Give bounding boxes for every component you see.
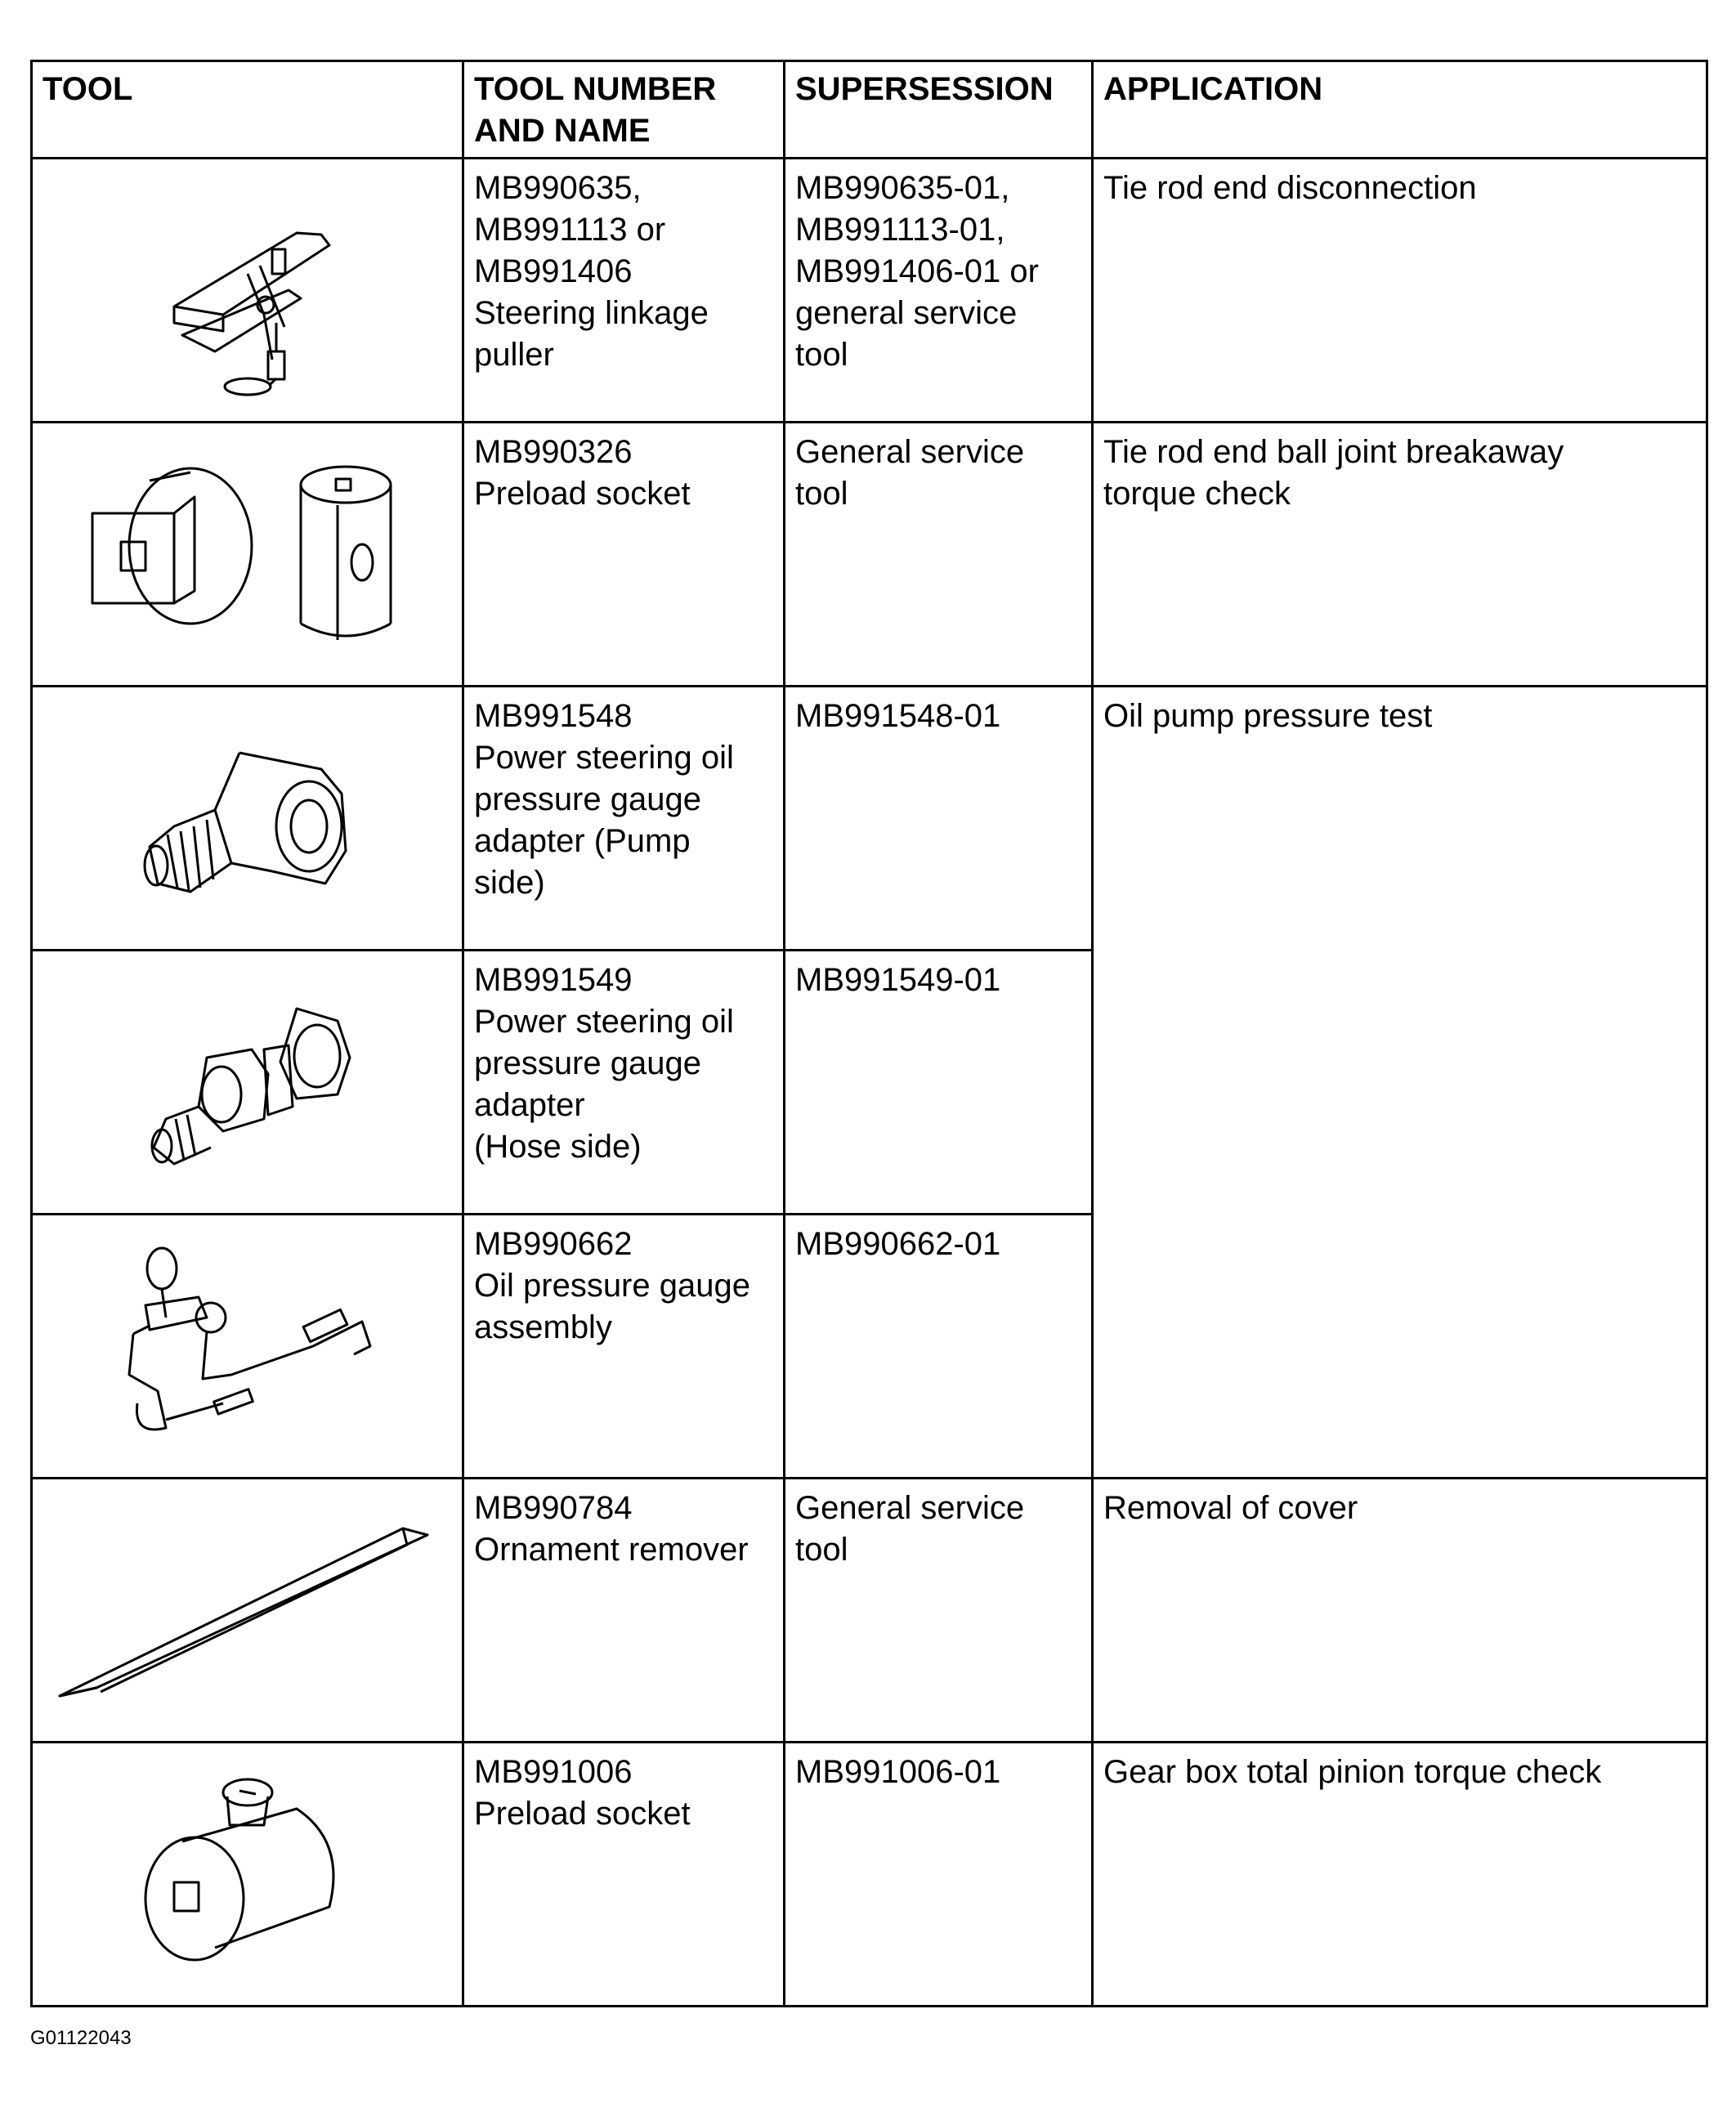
application: Tie rod end disconnection: [1093, 159, 1707, 423]
header-tool: TOOL: [32, 61, 463, 159]
tool-image-cell: [32, 1215, 463, 1479]
supersession: MB990662-01: [785, 1215, 1093, 1479]
application: Oil pump pressure test: [1093, 687, 1707, 1479]
tool-number-name: MB990326 Preload socket: [463, 423, 785, 687]
pump-side-adapter-icon: [117, 720, 378, 916]
special-tools-table: [30, 60, 1708, 2007]
table-row: [32, 423, 1707, 687]
tool-image-cell: [32, 423, 463, 687]
supersession: General service tool: [785, 423, 1093, 687]
application: Tie rod end ball joint breakaway torque check: [1093, 423, 1707, 687]
tool-image-cell: [32, 1743, 463, 2007]
hose-side-adapter-icon: [117, 984, 378, 1180]
tool-number-name: MB990662 Oil pressure gauge assembly: [463, 1215, 785, 1479]
tool-number-name: MB990784 Ornament remover: [463, 1479, 785, 1743]
tool-image-cell: [32, 951, 463, 1215]
supersession: MB991548-01: [785, 687, 1093, 951]
table-header-row: [32, 61, 1707, 159]
table-row: [32, 159, 1707, 423]
tool-image-cell: [32, 159, 463, 423]
pinion-preload-socket-icon: [117, 1768, 378, 1980]
header-tool-number: TOOL NUMBER AND NAME: [463, 61, 785, 159]
supersession: General service tool: [785, 1479, 1093, 1743]
steering-linkage-puller-icon: [125, 184, 370, 396]
tool-number-name: MB991549 Power steering oil pressure gauge adapter (Hose side): [463, 951, 785, 1215]
header-application: APPLICATION: [1093, 61, 1707, 159]
figure-code: G01122043: [30, 2027, 132, 2049]
table-row: [32, 687, 1707, 951]
tool-image-cell: [32, 687, 463, 951]
supersession: MB991549-01: [785, 951, 1093, 1215]
tool-number-name: MB990635, MB991113 or MB991406 Steering linkage puller: [463, 159, 785, 423]
application: Gear box total pinion torque check: [1093, 1743, 1707, 2007]
supersession: MB991006-01: [785, 1743, 1093, 2007]
tool-number-name: MB991006 Preload socket: [463, 1743, 785, 2007]
supersession: MB990635-01, MB991113-01, MB991406-01 or general service tool: [785, 159, 1093, 423]
table-row: [32, 1479, 1707, 1743]
tool-image-cell: [32, 1479, 463, 1743]
application: Removal of cover: [1093, 1479, 1707, 1743]
tool-number-name: MB991548 Power steering oil pressure gauge adapter (Pump side): [463, 687, 785, 951]
table-row: [32, 1743, 1707, 2007]
oil-pressure-gauge-assembly-icon: [101, 1240, 395, 1452]
preload-socket-icon: [76, 448, 419, 660]
header-supersession: SUPERSESSION: [785, 61, 1093, 159]
ornament-remover-icon: [51, 1512, 444, 1708]
